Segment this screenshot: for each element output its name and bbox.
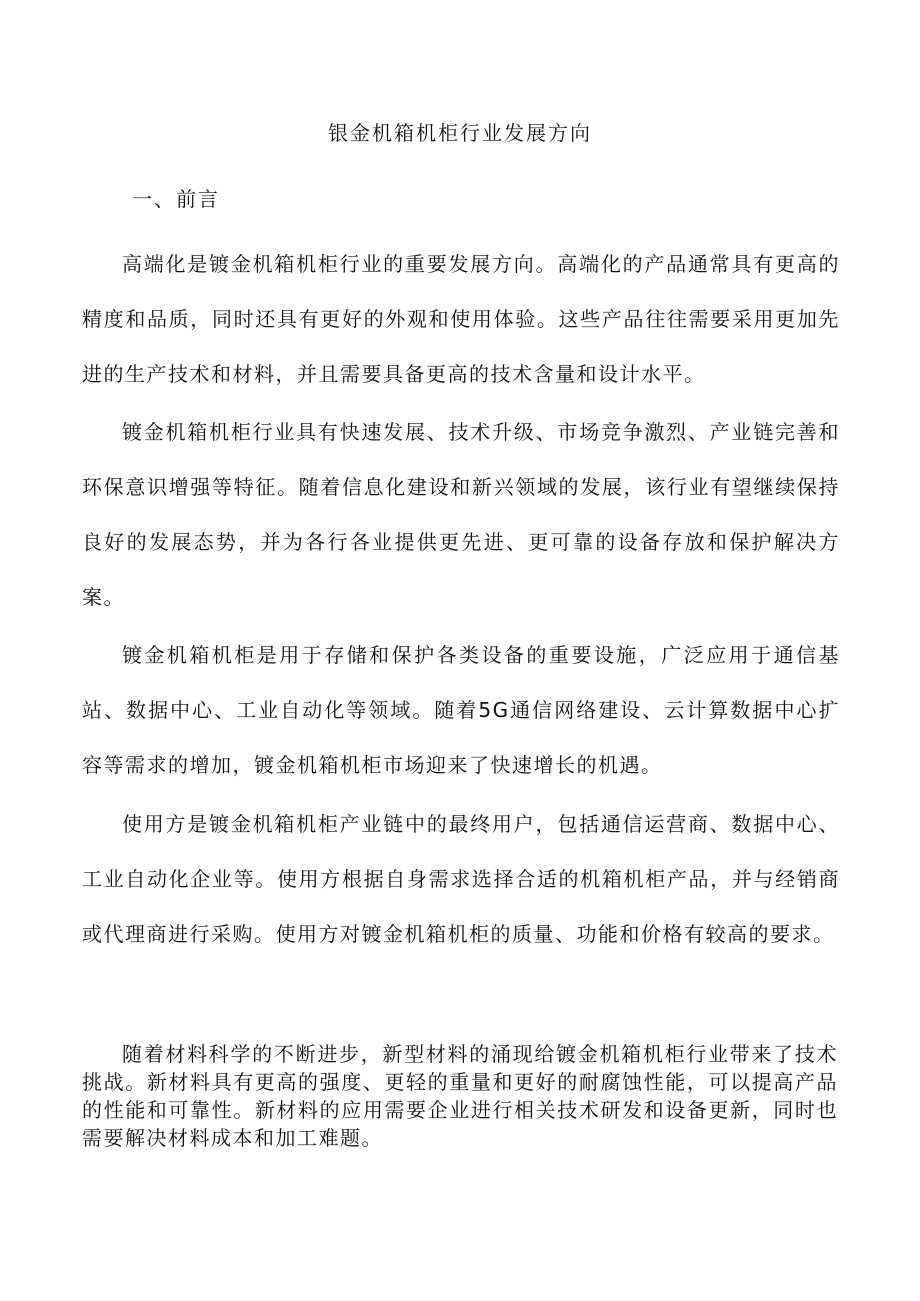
paragraph-applications: 镀金机箱机柜是用于存储和保护各类设备的重要设施，广泛应用于通信基站、数据中心、工业自动化等领域。随着5G通信网络建设、云计算数据中心扩容等需求的增加，镀金机箱机柜市场迎来了快速增长的机遇。	[82, 643, 840, 777]
section-heading-preface: 一、前言	[132, 187, 220, 211]
paragraph-high-end: 高端化是镀金机箱机柜行业的重要发展方向。高端化的产品通常具有更高的精度和品质，同时还具有更好的外观和使用体验。这些产品往往需要采用更加先进的生产技术和材料，并且需要具备更高的技术含量和设计水平。	[82, 252, 840, 386]
document-title: 银金机箱机柜行业发展方向	[328, 121, 592, 145]
paragraph-new-materials: 随着材料科学的不断进步，新型材料的涌现给镀金机箱机柜行业带来了技术挑战。新材料具有更高的强度、更轻的重量和更好的耐腐蚀性能，可以提高产品的性能和可靠性。新材料的应用需要企业进行相关技术研发和设备更新，同时也需要解决材料成本和加工难题。	[82, 1042, 838, 1150]
paragraph-industry-features: 镀金机箱机柜行业具有快速发展、技术升级、市场竞争激烈、产业链完善和环保意识增强等特征。随着信息化建设和新兴领域的发展，该行业有望继续保持良好的发展态势，并为各行各业提供更先进、更可靠的设备存放和保护解决方案。	[82, 420, 840, 609]
paragraph-end-users: 使用方是镀金机箱机柜产业链中的最终用户，包括通信运营商、数据中心、工业自动化企业等。使用方根据自身需求选择合适的机箱机柜产品，并与经销商或代理商进行采购。使用方对镀金机箱机柜的质量、功能和价格有较高的要求。	[82, 812, 840, 946]
